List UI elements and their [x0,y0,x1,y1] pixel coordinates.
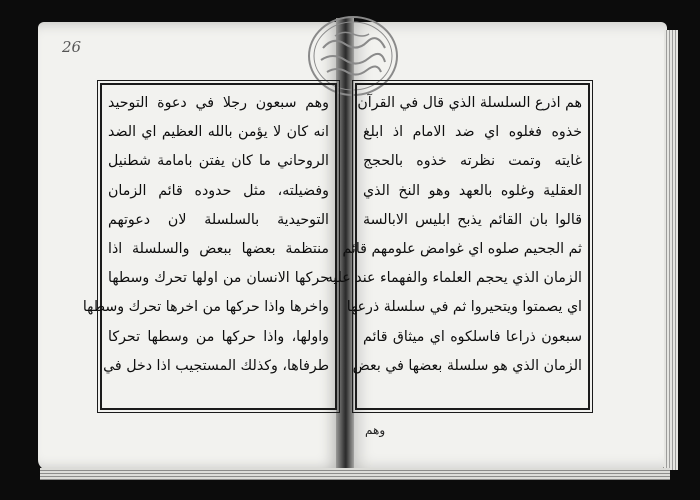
page-edges-bottom [40,468,670,480]
text-line: الزمان الذي هو سلسلة بعضها في بعض [352,357,582,374]
text-line: وهم سبعون رجلا في دعوة التوحيد [108,95,329,111]
text-line: غايته وتمت نظرته خذوه بالحجج [363,153,582,170]
text-line: منتظمة بعضها ببعض والسلسلة اذا [108,241,329,258]
text-line: العقلية وغلوه بالعهد وهو النخ الذي [363,182,582,199]
text-line: وفضيلته، مثل حدوده قائم الزمان [108,182,329,199]
text-line: التوحيدية بالسلسلة لان دعوتهم [108,211,329,228]
left-text-block [82,83,337,410]
text-line: انه كان لا يؤمن بالله العظيم اي الضد [108,124,329,141]
text-line: حركها الانسان من اولها تحرك وسطها [108,270,329,287]
text-line: الروحاني ما كان يفتن بامامة شطنيل [108,153,329,170]
text-line: خذوه فغلوه اي ضد الامام اذ ابلغ [363,124,582,141]
text-line: هم اذرع السلسلة الذي قال في القرآن [357,95,582,111]
text-line: سبعون ذراعا فاسلكوه اي ميثاق قائم [363,328,582,345]
text-line: ثم الجحيم صلوه اي غوامض علومهم قائم [342,241,582,258]
text-line: واخرها واذا حركها من اخرها تحرك وسطها [82,299,329,316]
folio-number: 26 [62,38,82,56]
right-text-block [325,83,590,410]
catchword: وهم [365,423,386,437]
text-line: الزمان الذي يحجم العلماء والفهماء عند عليه [325,270,582,287]
text-line: واولها، واذا حركها من وسطها تحركا [108,328,329,345]
text-line: قالوا بان القائم يذبح ابليس الابالسة [363,211,582,228]
text-line: اي يصمتوا ويتحيروا ثم في سلسلة ذرعها [346,299,582,316]
page-edges-right [664,30,678,470]
text-line: طرفاها، وكذلك المستجيب اذا دخل في [103,357,329,374]
